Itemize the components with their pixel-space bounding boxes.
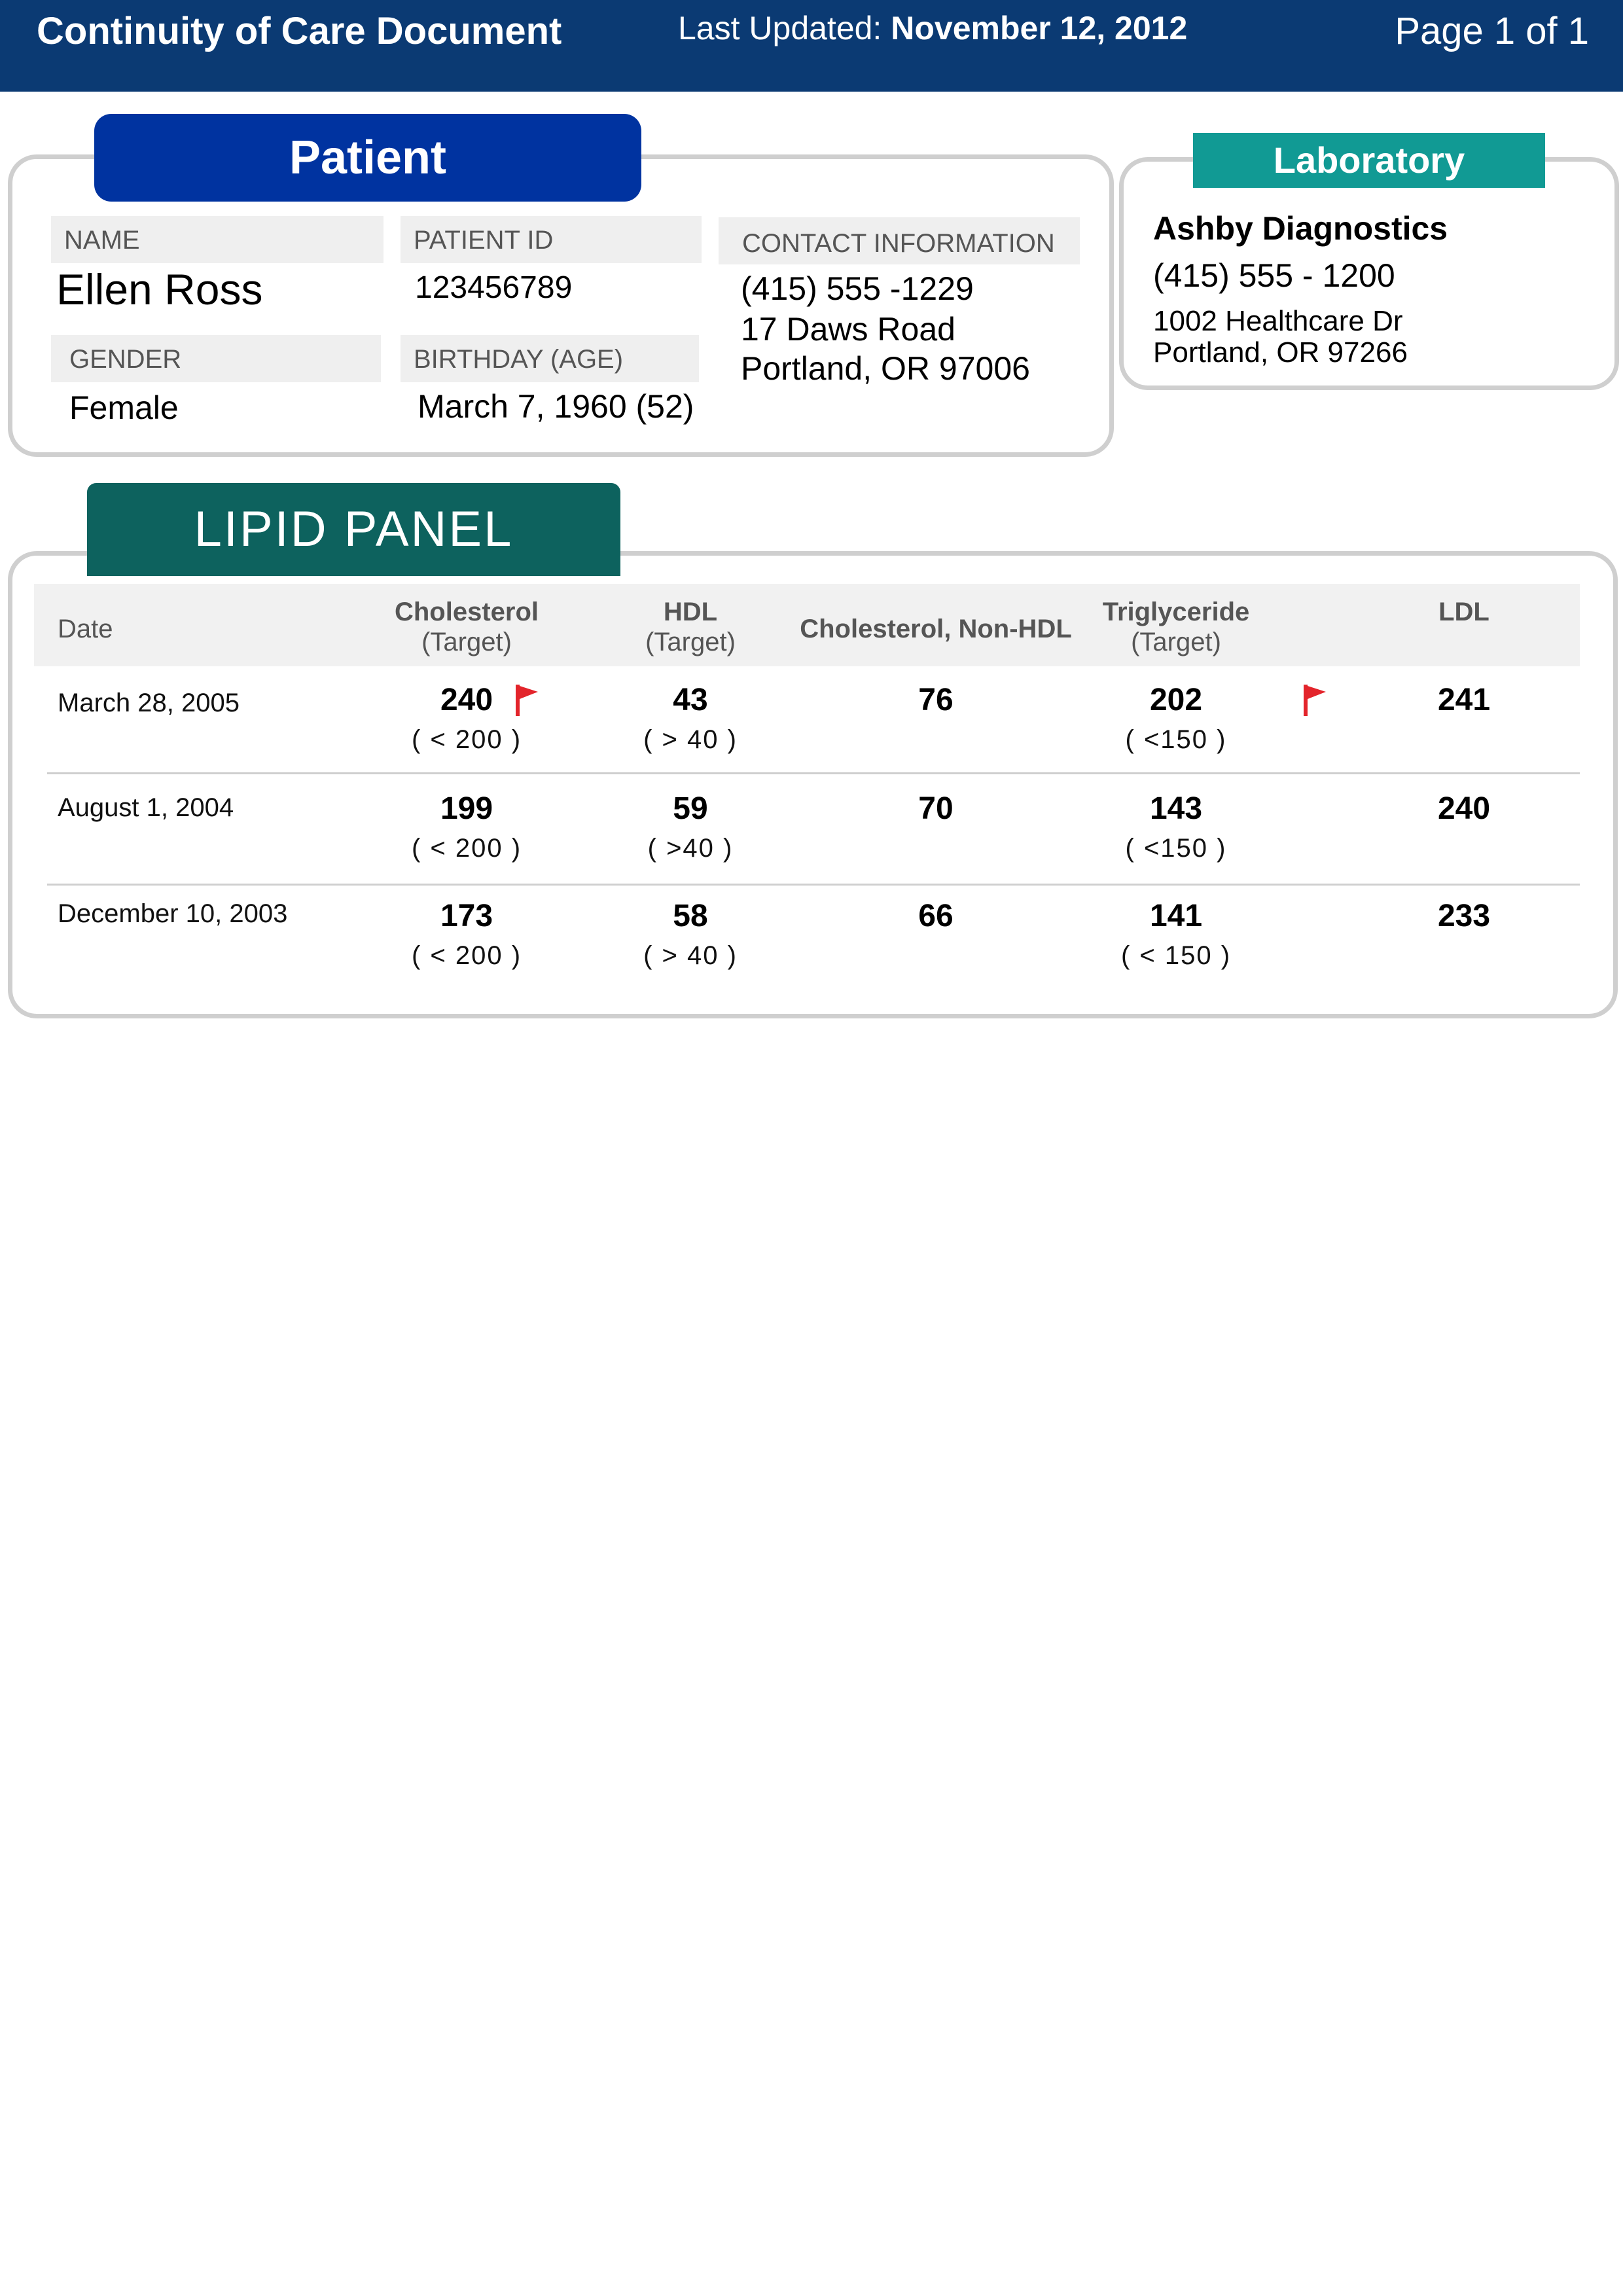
cholesterol-value: 240 <box>440 683 493 717</box>
column-header-triglyceride-sub: (Target) <box>1131 628 1221 656</box>
non-hdl-value: 70 <box>918 791 954 826</box>
hdl-value: 59 <box>673 791 708 826</box>
row-divider <box>47 772 1580 774</box>
flag-icon <box>514 683 541 717</box>
ldl-value: 241 <box>1437 683 1491 717</box>
laboratory-address-line2: Portland, OR 97266 <box>1153 336 1408 368</box>
non-hdl-value: 66 <box>918 899 954 933</box>
column-header-hdl-sub: (Target) <box>645 628 736 656</box>
patient-birthday: March 7, 1960 (52) <box>418 388 694 425</box>
row-date: December 10, 2003 <box>58 899 288 928</box>
gender-label: GENDER <box>51 335 381 382</box>
patient-address-line1: 17 Daws Road <box>741 311 955 348</box>
laboratory-section-title: Laboratory <box>1193 133 1545 188</box>
non-hdl-value: 76 <box>918 683 954 717</box>
column-header-date: Date <box>58 615 113 643</box>
last-updated <box>678 9 1187 47</box>
flag-icon <box>1302 683 1329 717</box>
triglyceride-target: ( < 150 ) <box>1120 941 1232 970</box>
row-divider <box>47 884 1580 886</box>
birthday-label: BIRTHDAY (AGE) <box>401 335 699 382</box>
column-header-triglyceride <box>1078 597 1274 657</box>
cholesterol-target: ( < 200 ) <box>411 834 522 863</box>
hdl-value: 43 <box>673 683 708 717</box>
column-header-cholesterol-label: Cholesterol <box>394 598 539 626</box>
row-date: March 28, 2005 <box>58 689 240 717</box>
patient-id-label: PATIENT ID <box>401 216 702 263</box>
triglyceride-target: ( <150 ) <box>1125 834 1227 863</box>
laboratory-address-line1: 1002 Healthcare Dr <box>1153 305 1403 337</box>
hdl-target: ( >40 ) <box>647 834 734 863</box>
patient-address-line2: Portland, OR 97006 <box>741 350 1030 387</box>
patient-name: Ellen Ross <box>56 265 263 314</box>
page-indicator: Page 1 of 1 <box>1395 10 1589 52</box>
ldl-value: 240 <box>1437 791 1491 826</box>
hdl-target: ( > 40 ) <box>643 725 738 754</box>
row-date: August 1, 2004 <box>58 793 234 822</box>
hdl-target: ( > 40 ) <box>643 941 738 970</box>
column-header-cholesterol-sub: (Target) <box>421 628 512 656</box>
cholesterol-target: ( < 200 ) <box>411 941 522 970</box>
column-header-triglyceride-label: Triglyceride <box>1102 598 1250 626</box>
triglyceride-target: ( <150 ) <box>1125 725 1227 754</box>
laboratory-name: Ashby Diagnostics <box>1153 210 1448 247</box>
patient-phone: (415) 555 -1229 <box>741 270 974 307</box>
triglyceride-value: 141 <box>1149 899 1203 933</box>
lipid-panel-title: LIPID PANEL <box>87 483 620 576</box>
laboratory-phone: (415) 555 - 1200 <box>1153 257 1395 294</box>
hdl-value: 58 <box>673 899 708 933</box>
patient-id: 123456789 <box>415 270 573 305</box>
triglyceride-value: 202 <box>1149 683 1203 717</box>
cholesterol-value: 173 <box>440 899 493 933</box>
last-updated-label: Last Updated: <box>678 10 882 46</box>
column-header-hdl-label: HDL <box>663 598 718 626</box>
cholesterol-target: ( < 200 ) <box>411 725 522 754</box>
patient-section-title: Patient <box>94 114 641 202</box>
document-title: Continuity of Care Document <box>37 10 562 52</box>
patient-gender: Female <box>69 389 179 426</box>
ldl-value: 233 <box>1437 899 1491 933</box>
triglyceride-value: 143 <box>1149 791 1203 826</box>
column-header-cholesterol <box>368 597 565 657</box>
cholesterol-value: 199 <box>440 791 493 826</box>
contact-label: CONTACT INFORMATION <box>719 217 1080 264</box>
name-label: NAME <box>51 216 383 263</box>
column-header-non-hdl: Cholesterol, Non-HDL <box>800 615 1072 643</box>
column-header-ldl: LDL <box>1438 598 1489 626</box>
last-updated-date: November 12, 2012 <box>891 10 1188 46</box>
